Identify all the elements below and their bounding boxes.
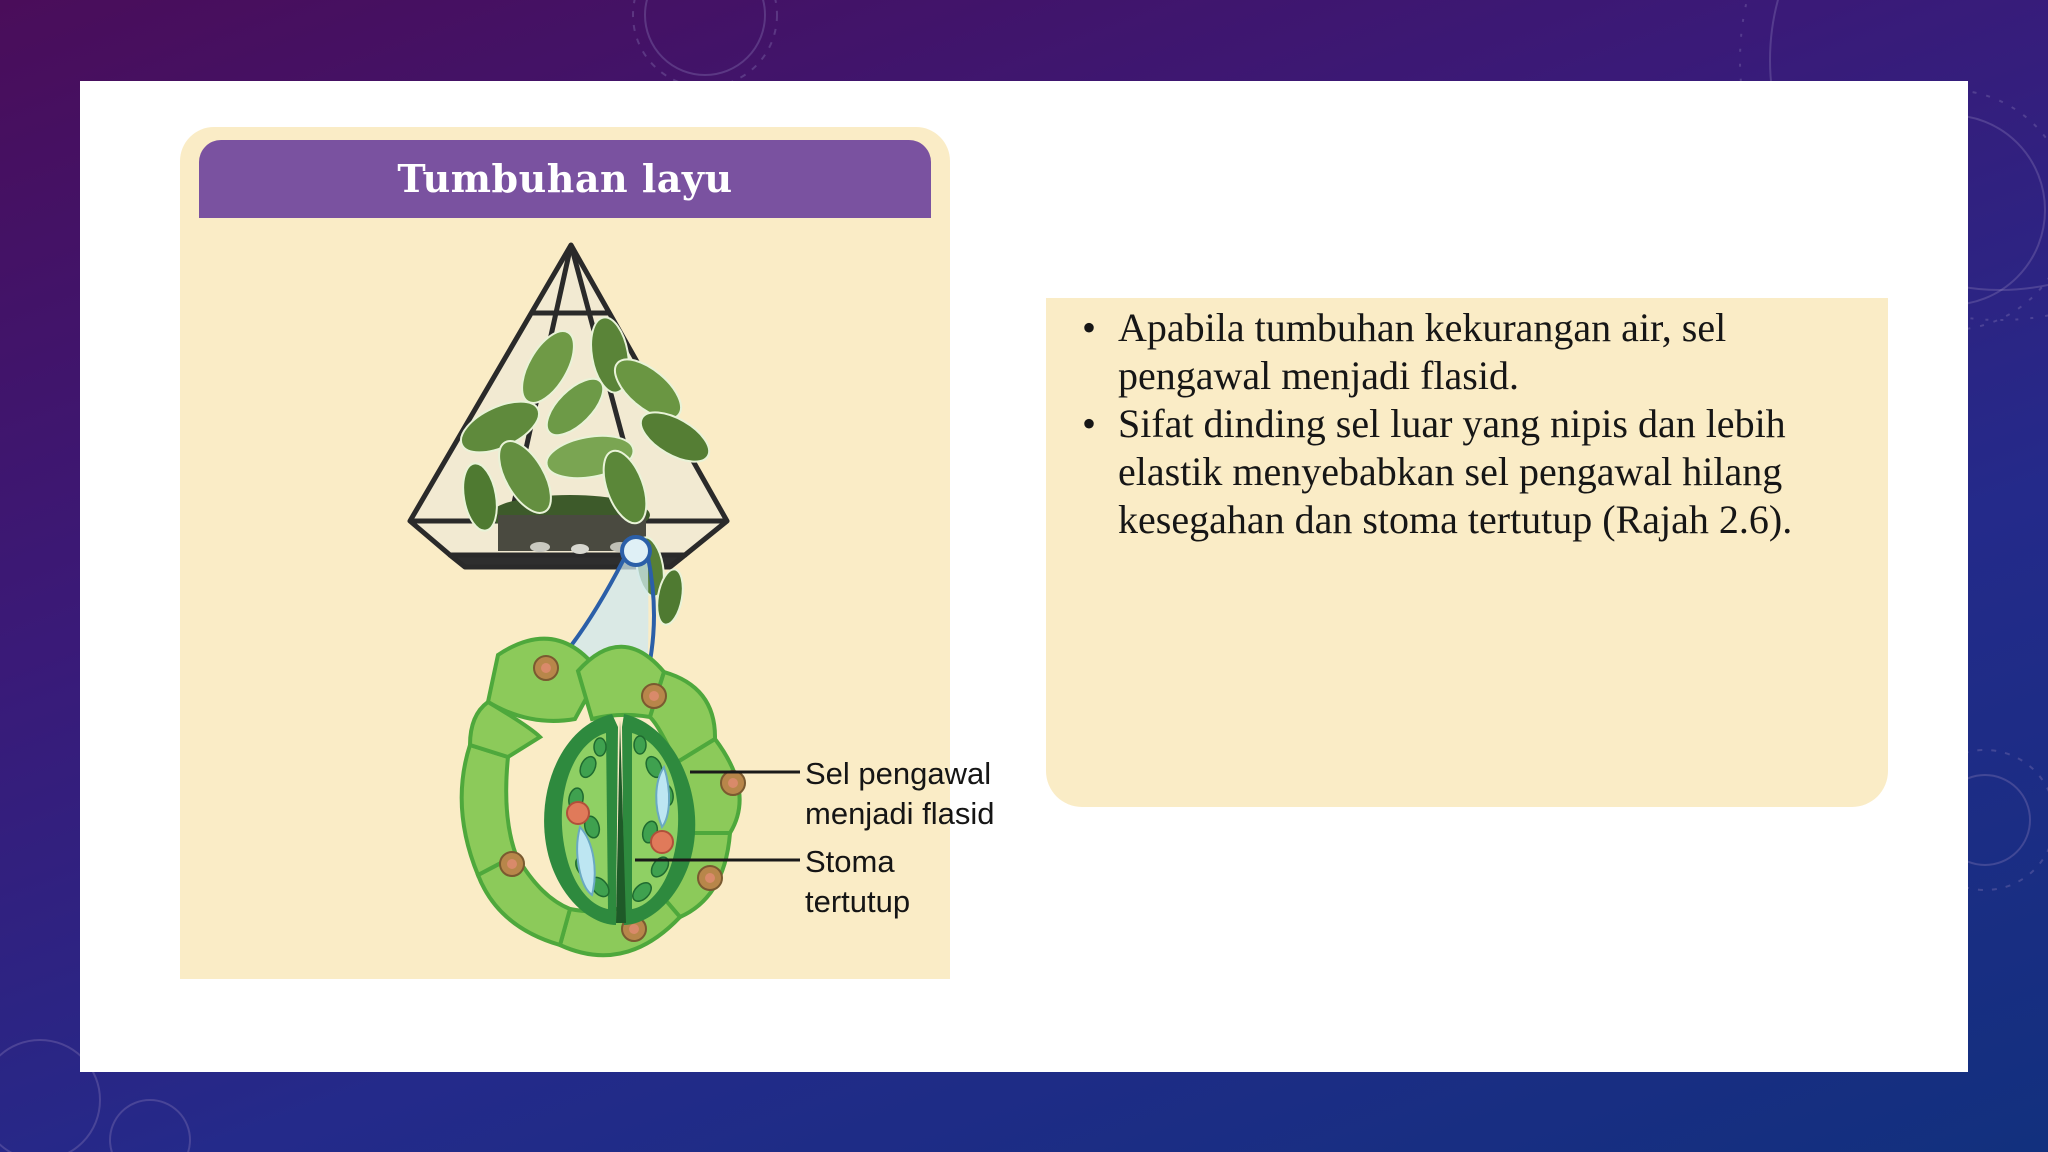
guard-cell-label: [805, 754, 995, 834]
guard-cell-label-line1: Sel pengawal: [805, 756, 992, 791]
bullet-item: • Sifat dinding sel luar yang nipis dan lebih elastik menyebabkan sel pengawal hilang kesegahan dan stoma tertutup (Rajah 2.6).: [1082, 400, 1872, 544]
explanation-box: [1046, 298, 1888, 807]
guard-cell-label-line2: menjadi flasid: [805, 796, 995, 831]
bullet-list: [1082, 304, 1872, 544]
bullet-item: • Apabila tumbuhan kekurangan air, sel pengawal menjadi flasid.: [1082, 304, 1872, 400]
stoma-label-line2: tertutup: [805, 884, 911, 919]
wilted-plant-figure: [180, 127, 995, 979]
figure-title: Tumbuhan layu: [199, 140, 931, 218]
stoma-label-line1: Stoma: [805, 844, 895, 879]
stoma-label: [805, 842, 910, 922]
slide-content-area: [80, 81, 1968, 1072]
